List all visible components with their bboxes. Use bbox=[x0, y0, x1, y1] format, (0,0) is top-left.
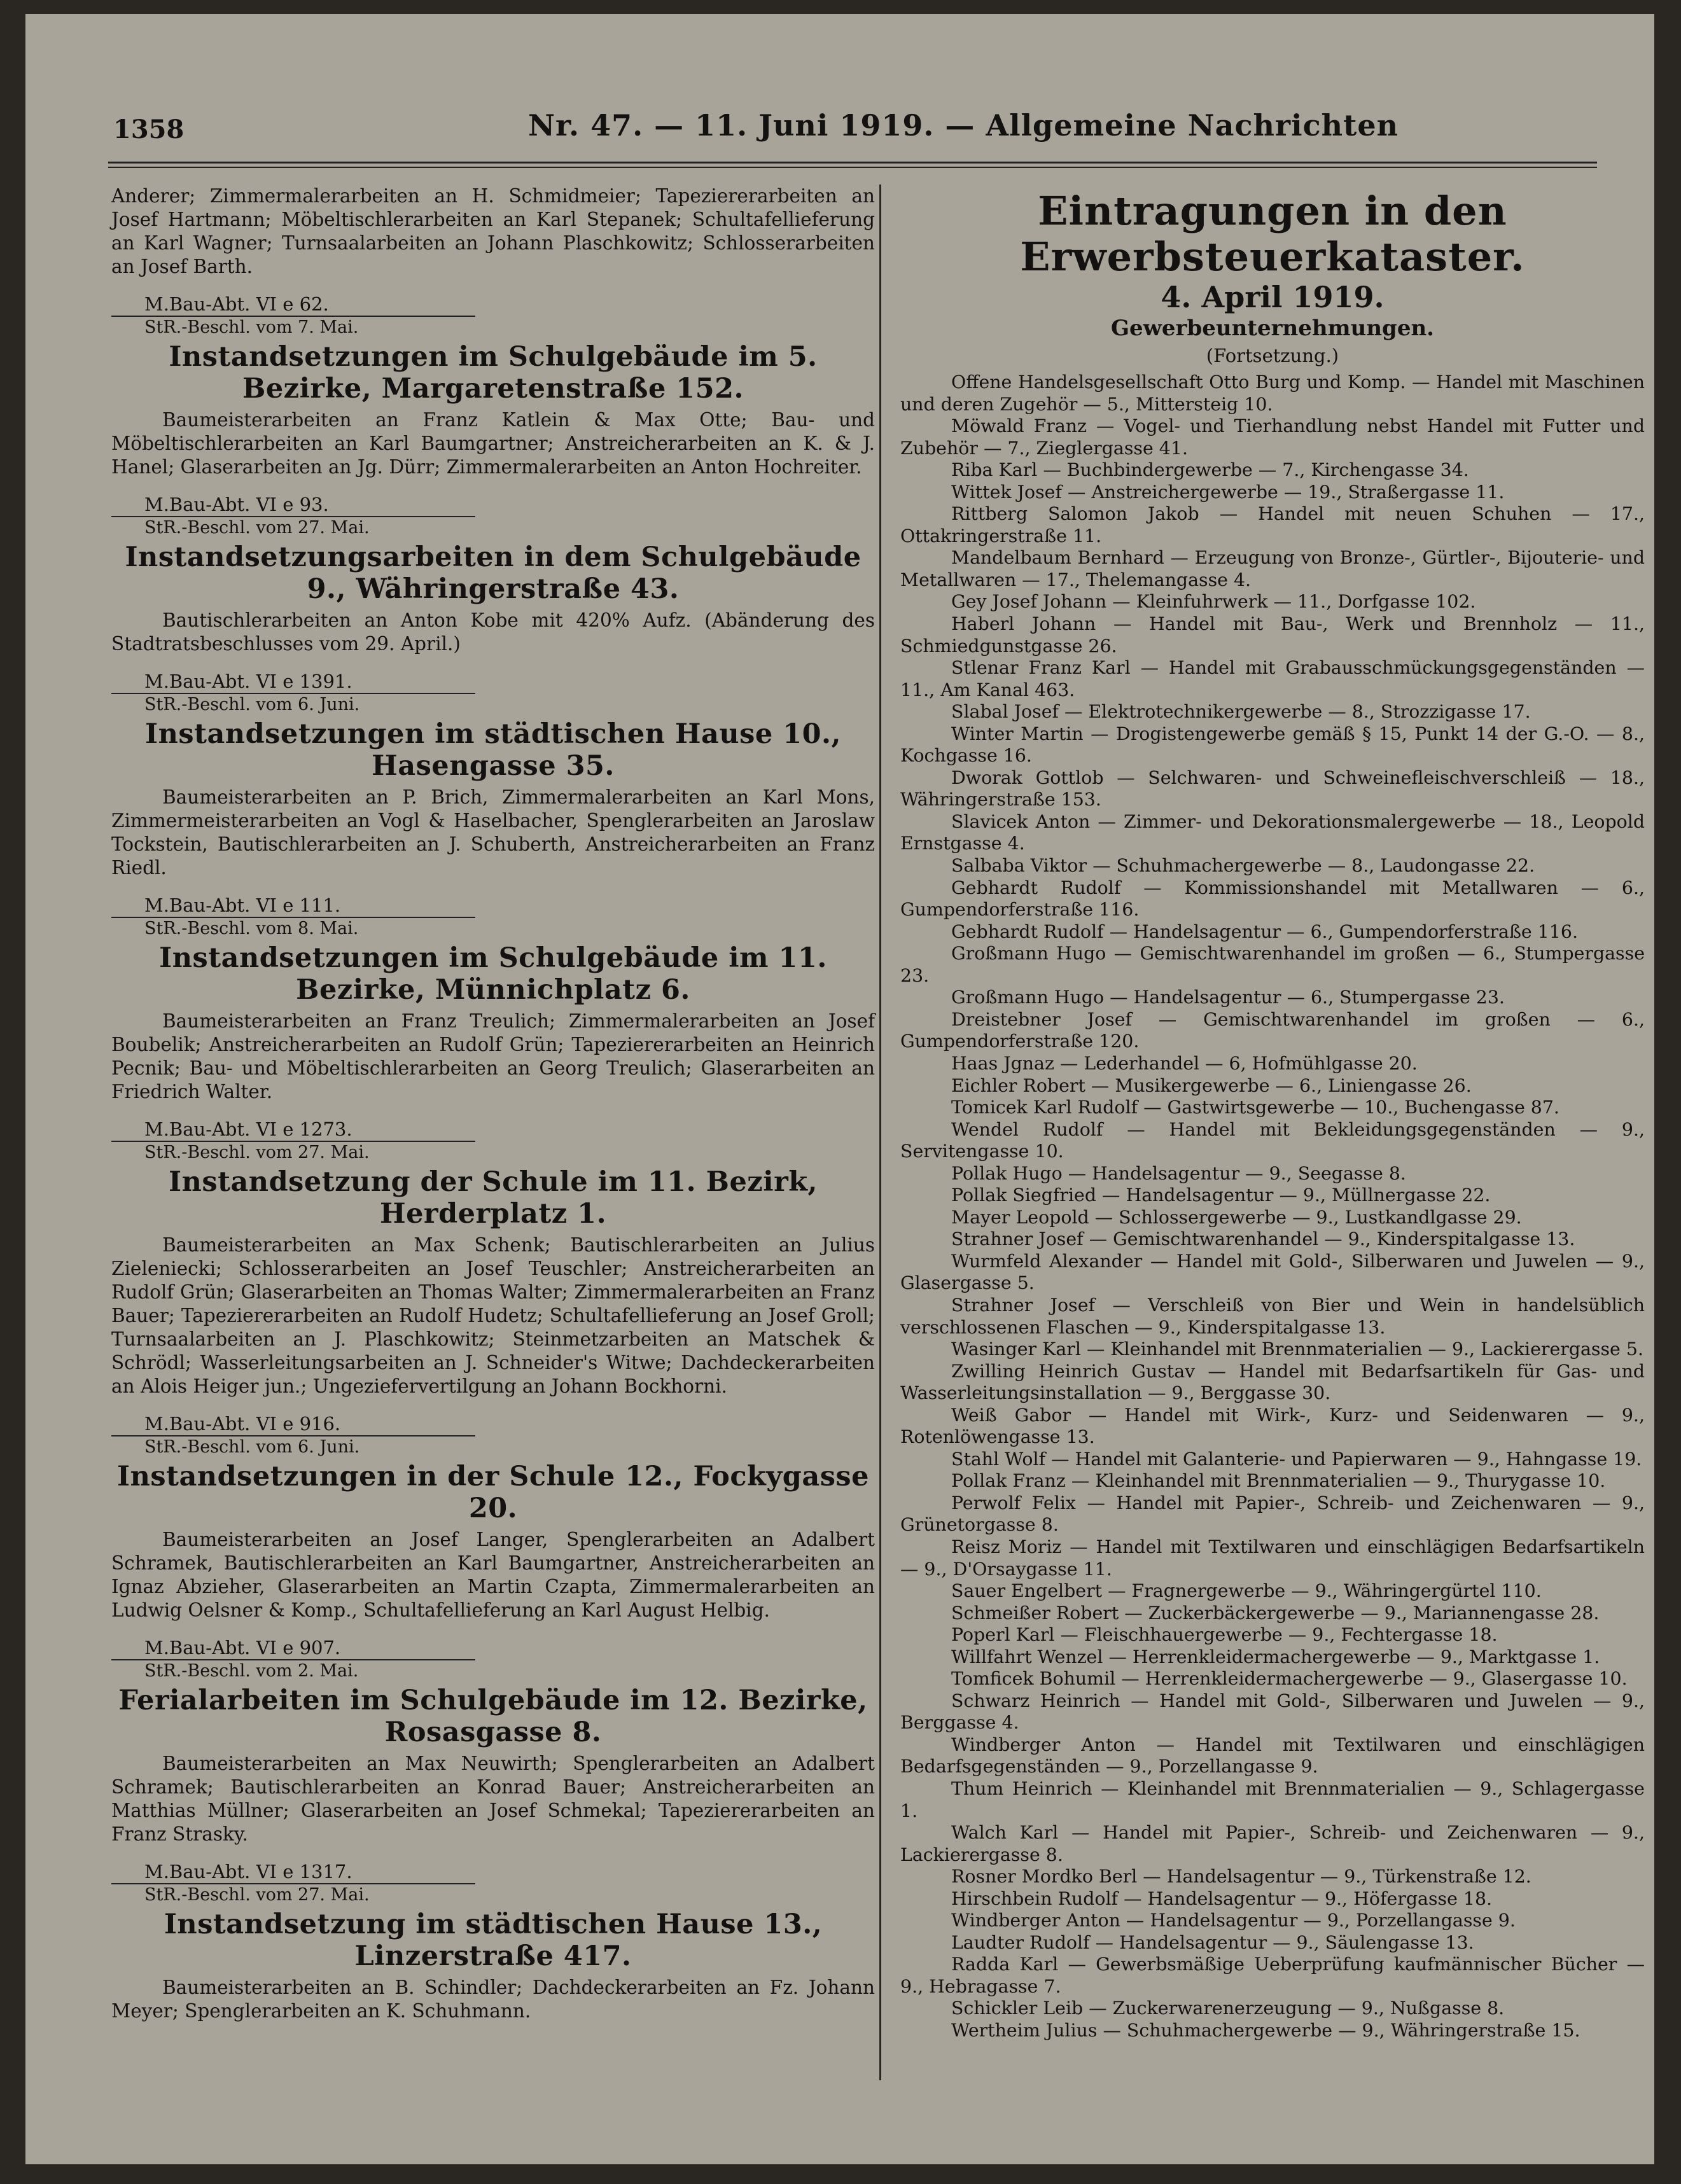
register-entry: Wendel Rudolf — Handel mit Bekleidungsgegenständen — 9., Servitengasse 10. bbox=[900, 1118, 1645, 1162]
notice-body: Baumeisterarbeiten an Max Neuwirth; Spenglerarbeiten an Adalbert Schramek; Bautischlerarbeiten an Konrad Bauer; Anstreicherarbeiten an Matthias Müllner; Glaserarbeiten an Josef Schmekal; Tapeziererarbeiten an Franz Strasky. bbox=[111, 1753, 875, 1845]
entry-list bbox=[900, 372, 1645, 2042]
notice-section bbox=[111, 1118, 875, 1398]
register-entry: Wertheim Julius — Schuhmachergewerbe — 9., Währingerstraße 15. bbox=[951, 2020, 1580, 2041]
notice-section bbox=[111, 293, 875, 479]
register-entry: Thum Heinrich — Kleinhandel mit Brennmaterialien — 9., Schlagergasse 1. bbox=[900, 1778, 1645, 1821]
register-entry: Mandelbaum Bernhard — Erzeugung von Bronze-, Gürtler-, Bijouterie- und Metallwaren — 17., Thelemangasse 4. bbox=[900, 547, 1645, 590]
section-list bbox=[111, 293, 875, 2023]
register-entry: Tomficek Bohumil — Herrenkleidermachergewerbe — 9., Glasergasse 10. bbox=[951, 1668, 1628, 1690]
register-entry: Walch Karl — Handel mit Papier-, Schreib- und Zeichenwaren — 9., Lackierergasse 8. bbox=[900, 1822, 1645, 1865]
register-entry: Gebhardt Rudolf — Kommissionshandel mit Metallwaren — 6., Gumpendorferstraße 116. bbox=[900, 877, 1645, 921]
register-entry: Hirschbein Rudolf — Handelsagentur — 9., Höfergasse 18. bbox=[951, 1888, 1493, 1909]
register-entry: Radda Karl — Gewerbsmäßige Ueberprüfung kaufmännischer Bücher — 9., Hebragasse 7. bbox=[900, 1954, 1645, 1997]
register-entry: Stahl Wolf — Handel mit Galanterie- und Papierwaren — 9., Hahngasse 19. bbox=[951, 1448, 1642, 1470]
register-entry: Großmann Hugo — Handelsagentur — 6., Stumpergasse 23. bbox=[951, 987, 1505, 1008]
register-entry: Pollak Franz — Kleinhandel mit Brennmaterialien — 9., Thurygasse 10. bbox=[951, 1470, 1606, 1492]
register-entry: Rittberg Salomon Jakob — Handel mit neuen Schuhen — 17., Ottakringerstraße 11. bbox=[900, 503, 1645, 546]
page-header bbox=[25, 14, 1654, 154]
notice-body: Baumeisterarbeiten an Max Schenk; Bautischlerarbeiten an Julius Zieleniecki; Schlosserarbeiten an Josef Teuschler; Anstreicherarbeiten an Rudolf Grün; Glaserarbeiten an Thomas Walter; Zimmermalerarbeiten an Franz Bauer; Tapeziererarbeiten an Rudolf Hudetz; Schultafellieferung an Josef Groll; Turnsaalarbeiten an J. Plaschkowitz; Steinmetzarbeiten an Matschek & Schrödl; Wasserleitungsarbeiten an J. Schneider's Witwe; Dachdeckerarbeiten an Alois Heiger jun.; Ungeziefervertilgung an Johann Bockhorni. bbox=[111, 1234, 875, 1397]
register-entry: Pollak Hugo — Handelsagentur — 9., Seegasse 8. bbox=[951, 1162, 1406, 1184]
continued-note: (Fortsetzung.) bbox=[1206, 345, 1339, 366]
register-entry: Slabal Josef — Elektrotechnikergewerbe — 8., Strozzigasse 17. bbox=[951, 701, 1531, 723]
notice-body: Baumeisterarbeiten an P. Brich, Zimmermalerarbeiten an Karl Mons, Zimmermeisterarbeiten an Vogl & Haselbacher, Spenglerarbeiten an Jaroslaw Tockstein, Bautischlerarbeiten an J. Schuberth, Anstreicherarbeiten an Franz Riedl. bbox=[111, 786, 875, 879]
register-entry: Großmann Hugo — Gemischtwarenhandel im großen — 6., Stumpergasse 23. bbox=[900, 943, 1645, 986]
register-entry: Laudter Rudolf — Handelsagentur — 9., Säulengasse 13. bbox=[951, 1931, 1474, 1953]
register-entry: Zwilling Heinrich Gustav — Handel mit Bedarfsartikeln für Gas- und Wasserleitungsinstallation — 9., Berggasse 30. bbox=[900, 1360, 1645, 1404]
newspaper-page bbox=[25, 14, 1654, 2164]
register-entry: Dworak Gottlob — Selchwaren- und Schweinefleischverschleiß — 18., Währingerstraße 153. bbox=[900, 767, 1645, 810]
register-entry: Weiß Gabor — Handel mit Wirk-, Kurz- und Seidenwaren — 9., Rotenlöwengasse 13. bbox=[900, 1404, 1645, 1448]
council-resolution: StR.-Beschl. vom 2. Mai. bbox=[111, 1659, 475, 1682]
notice-section bbox=[111, 1636, 875, 1846]
department-reference: M.Bau-Abt. VI e 1391. bbox=[144, 671, 352, 692]
notice-section bbox=[111, 1860, 875, 2023]
register-entry: Pollak Siegfried — Handelsagentur — 9., Müllnergasse 22. bbox=[951, 1185, 1491, 1206]
register-entry: Schickler Leib — Zuckerwarenerzeugung — 9., Nußgasse 8. bbox=[951, 1998, 1505, 2019]
department-reference: M.Bau-Abt. VI e 93. bbox=[144, 494, 329, 515]
register-entry: Strahner Josef — Verschleiß von Bier und Wein in handelsüblich verschlossenen Flaschen — 9., Kinderspitalgasse 13. bbox=[900, 1294, 1645, 1338]
department-reference: M.Bau-Abt. VI e 62. bbox=[144, 293, 329, 315]
council-resolution: StR.-Beschl. vom 6. Juni. bbox=[111, 1435, 475, 1458]
register-entry: Wurmfeld Alexander — Handel mit Gold-, Silberwaren und Juwelen — 9., Glasergasse 5. bbox=[900, 1250, 1645, 1294]
register-entry: Möwald Franz — Vogel- und Tierhandlung nebst Handel mit Futter und Zubehör — 7., Zieglergasse 41. bbox=[900, 415, 1645, 459]
council-resolution: StR.-Beschl. vom 7. Mai. bbox=[111, 316, 475, 338]
department-reference: M.Bau-Abt. VI e 1273. bbox=[144, 1118, 352, 1140]
register-entry: Mayer Leopold — Schlossergewerbe — 9., Lustkandlgasse 29. bbox=[951, 1206, 1522, 1228]
register-entry: Stlenar Franz Karl — Handel mit Grabausschmückungsgegenständen — 11., Am Kanal 463. bbox=[900, 657, 1645, 700]
page-number: 1358 bbox=[113, 115, 185, 144]
register-entry: Haas Jgnaz — Lederhandel — 6, Hofmühlgasse 20. bbox=[951, 1052, 1418, 1074]
register-subheading: Gewerbeunternehmungen. bbox=[1110, 316, 1435, 341]
register-entry: Gey Josef Johann — Kleinfuhrwerk — 11., Dorfgasse 102. bbox=[951, 591, 1476, 613]
department-reference: M.Bau-Abt. VI e 907. bbox=[144, 1637, 341, 1659]
register-entry: Dreistebner Josef — Gemischtwarenhandel im großen — 6., Gumpendorferstraße 120. bbox=[900, 1008, 1645, 1052]
register-entry: Reisz Moriz — Handel mit Textilwaren und einschlägigen Bedarfsartikeln — 9., D'Orsaygasse 11. bbox=[900, 1536, 1645, 1580]
notice-section bbox=[111, 493, 875, 656]
notice-body: Bautischlerarbeiten an Anton Kobe mit 420% Aufz. (Abänderung des Stadtratsbeschlusses vom 29. April.) bbox=[111, 609, 875, 655]
notice-title: Instandsetzungen in der Schule 12., Fockygasse 20. bbox=[117, 1461, 869, 1524]
intro-paragraph: Anderer; Zimmermalerarbeiten an H. Schmidmeier; Tapeziererarbeiten an Josef Hartmann; Möbeltischlerarbeiten an Karl Stepanek; Schultafellieferung an Karl Wagner; Turnsaalarbeiten an Johann Plaschkowitz; Schlosserarbeiten an Josef Barth. bbox=[111, 185, 875, 277]
notice-section bbox=[111, 1412, 875, 1622]
register-entry: Eichler Robert — Musikergewerbe — 6., Liniengasse 26. bbox=[951, 1075, 1472, 1096]
notice-title: Instandsetzungen im städtischen Hause 10., Hasengasse 35. bbox=[145, 718, 841, 782]
register-entry: Slavicek Anton — Zimmer- und Dekorationsmalergewerbe — 18., Leopold Ernstgasse 4. bbox=[900, 810, 1645, 854]
notice-body: Baumeisterarbeiten an B. Schindler; Dachdeckerarbeiten an Fz. Johann Meyer; Spenglerarbeiten an K. Schuhmann. bbox=[111, 1977, 875, 2022]
notice-title: Instandsetzung im städtischen Hause 13., Linzerstraße 417. bbox=[164, 1909, 823, 1972]
register-entry: Offene Handelsgesellschaft Otto Burg und Komp. — Handel mit Maschinen und deren Zugehör — 5., Mittersteig 10. bbox=[900, 372, 1645, 415]
right-column bbox=[900, 184, 1645, 2042]
notice-body: Baumeisterarbeiten an Franz Treulich; Zimmermalerarbeiten an Josef Boubelik; Anstreicherarbeiten an Rudolf Grün; Tapeziererarbeiten an Heinrich Pecnik; Bau- und Möbeltischlerarbeiten an Georg Treulich; Glaserarbeiten an Friedrich Walter. bbox=[111, 1010, 875, 1102]
notice-section bbox=[111, 670, 875, 880]
council-resolution: StR.-Beschl. vom 8. Mai. bbox=[111, 917, 475, 940]
register-entry: Perwolf Felix — Handel mit Papier-, Schreib- und Zeichenwaren — 9., Grünetorgasse 8. bbox=[900, 1492, 1645, 1536]
column-divider bbox=[879, 184, 881, 2080]
register-entry: Schmeißer Robert — Zuckerbäckergewerbe — 9., Mariannengasse 28. bbox=[951, 1602, 1600, 1624]
council-resolution: StR.-Beschl. vom 27. Mai. bbox=[111, 1883, 475, 1906]
register-entry: Strahner Josef — Gemischtwarenhandel — 9., Kinderspitalgasse 13. bbox=[951, 1228, 1575, 1250]
register-entry: Salbaba Viktor — Schuhmachergewerbe — 8., Laudongasse 22. bbox=[951, 855, 1535, 877]
register-entry: Poperl Karl — Fleischhauergewerbe — 9., Fechtergasse 18. bbox=[951, 1624, 1498, 1646]
notice-title: Instandsetzungen im Schulgebäude im 11. Bezirke, Münnichplatz 6. bbox=[159, 942, 827, 1006]
notice-title: Instandsetzungsarbeiten in dem Schulgebäude 9., Währingerstraße 43. bbox=[125, 541, 861, 605]
register-entry: Schwarz Heinrich — Handel mit Gold-, Silberwaren und Juwelen — 9., Berggasse 4. bbox=[900, 1690, 1645, 1734]
department-reference: M.Bau-Abt. VI e 1317. bbox=[144, 1861, 352, 1882]
register-entry: Willfahrt Wenzel — Herrenkleidermachergewerbe — 9., Marktgasse 1. bbox=[951, 1646, 1600, 1667]
notice-section bbox=[111, 894, 875, 1104]
register-entry: Wittek Josef — Anstreichergewerbe — 19., Straßergasse 11. bbox=[951, 481, 1505, 503]
department-reference: M.Bau-Abt. VI e 916. bbox=[144, 1413, 341, 1435]
council-resolution: StR.-Beschl. vom 27. Mai. bbox=[111, 516, 475, 539]
register-entry: Windberger Anton — Handelsagentur — 9., Porzellangasse 9. bbox=[951, 1910, 1516, 1931]
notice-body: Baumeisterarbeiten an Franz Katlein & Max Otte; Bau- und Möbeltischlerarbeiten an Karl Baumgartner; Anstreicherarbeiten an K. & J. Hanel; Glaserarbeiten an Jg. Dürr; Zimmermalerarbeiten an Anton Hochreiter. bbox=[111, 409, 875, 478]
register-entry: Haberl Johann — Handel mit Bau-, Werk und Brennholz — 11., Schmiedgunstgasse 26. bbox=[900, 613, 1645, 657]
register-date: 4. April 1919. bbox=[1161, 280, 1385, 314]
department-reference: M.Bau-Abt. VI e 111. bbox=[144, 894, 341, 916]
notice-body: Baumeisterarbeiten an Josef Langer, Spenglerarbeiten an Adalbert Schramek, Bautischlerarbeiten an Karl Baumgartner, Anstreicherarbeiten an Ignaz Abzieher, Glaserarbeiten an Martin Czapta, Zimmermalerarbeiten an Ludwig Oelsner & Komp., Schultafellieferung an Karl August Helbig. bbox=[111, 1529, 875, 1621]
notice-title: Instandsetzung der Schule im 11. Bezirk, Herderplatz 1. bbox=[169, 1166, 818, 1230]
register-entry: Tomicek Karl Rudolf — Gastwirtsgewerbe — 10., Buchengasse 87. bbox=[951, 1097, 1559, 1118]
register-entry: Winter Martin — Drogistengewerbe gemäß § 15, Punkt 14 der G.-O. — 8., Kochgasse 16. bbox=[900, 723, 1645, 767]
register-entry: Sauer Engelbert — Fragnergewerbe — 9., Währingergürtel 110. bbox=[951, 1580, 1542, 1602]
notice-title: Instandsetzungen im Schulgebäude im 5. Bezirke, Margaretenstraße 152. bbox=[169, 341, 818, 405]
register-entry: Rosner Mordko Berl — Handelsagentur — 9., Türkenstraße 12. bbox=[951, 1866, 1531, 1888]
register-heading: Eintragungen in den Erwerbsteuerkataster. bbox=[1020, 188, 1525, 280]
running-title: Nr. 47. — 11. Juni 1919. — Allgemeine Nachrichten bbox=[528, 108, 1399, 143]
register-entry: Wasinger Karl — Kleinhandel mit Brennmaterialien — 9., Lackierergasse 5. bbox=[951, 1339, 1643, 1360]
register-entry: Gebhardt Rudolf — Handelsagentur — 6., Gumpendorferstraße 116. bbox=[951, 921, 1578, 942]
header-rule bbox=[108, 162, 1597, 168]
register-entry: Windberger Anton — Handel mit Textilwaren und einschlägigen Bedarfsgegenständen — 9., Porzellangasse 9. bbox=[900, 1734, 1645, 1777]
notice-title: Ferialarbeiten im Schulgebäude im 12. Bezirke, Rosasgasse 8. bbox=[118, 1685, 868, 1748]
council-resolution: StR.-Beschl. vom 27. Mai. bbox=[111, 1141, 475, 1164]
left-column bbox=[111, 184, 875, 2023]
council-resolution: StR.-Beschl. vom 6. Juni. bbox=[111, 693, 475, 716]
register-entry: Riba Karl — Buchbindergewerbe — 7., Kirchengasse 34. bbox=[951, 459, 1469, 481]
